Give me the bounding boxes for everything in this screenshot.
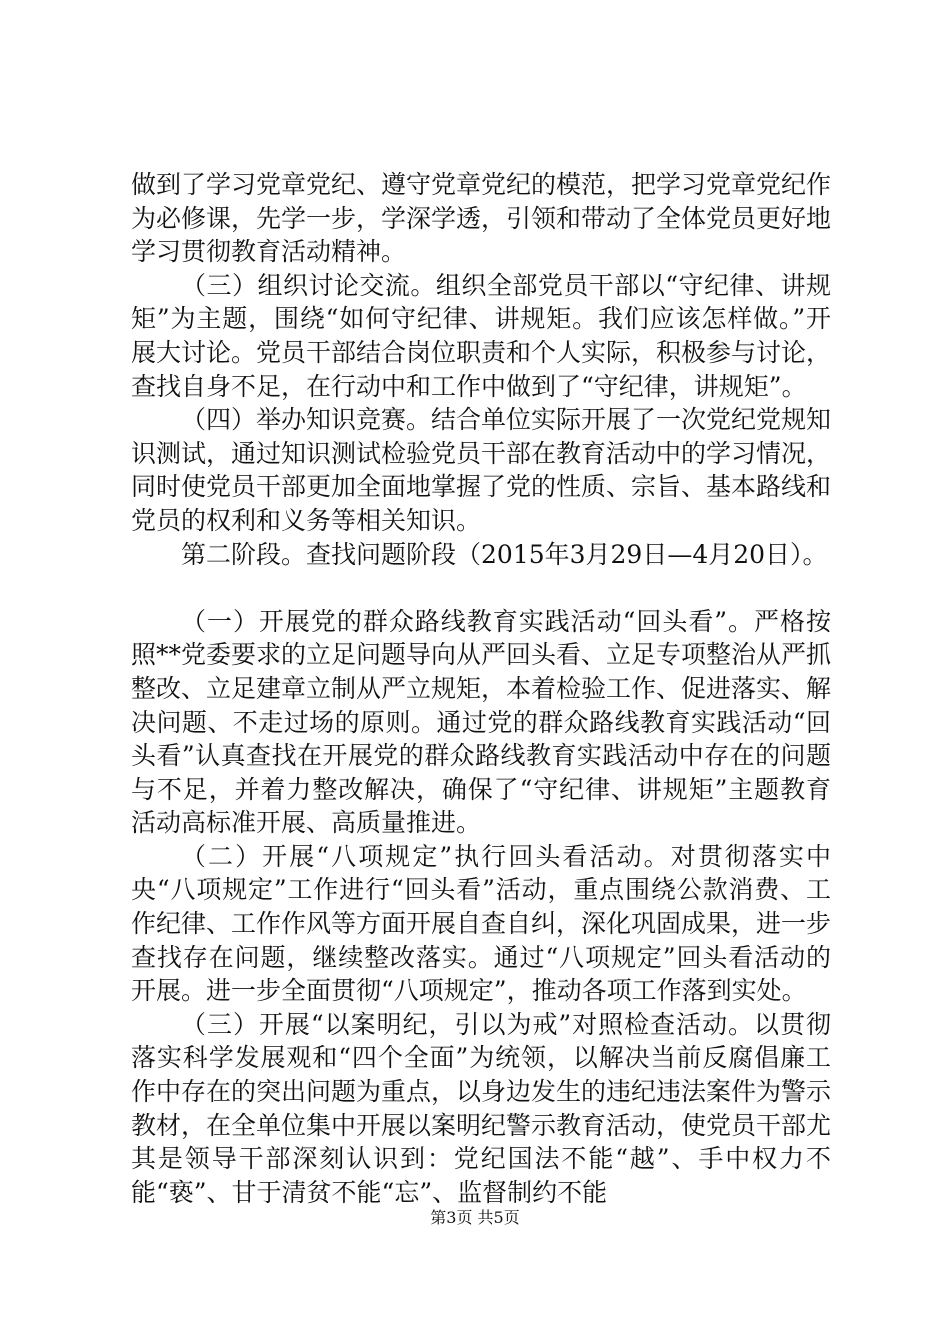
paragraph-case-warning: （三）开展“以案明纪，引以为戒”对照检查活动。以贯彻落实科学发展观和“四个全面”为统领，以解决当前反腐倡廉工作中存在的突出问题为重点，以身边发生的违纪违法案件为警示教材，在全单位集中开展以案明纪警示教育活动，使党员干部尤其是领导干部深刻认识到：党纪国法不能“越”、手中权力不能“亵”、甘于清贫不能“忘”、监督制约不能 <box>131 1009 832 1207</box>
paragraph-stage-two-heading: 第二阶段。查找问题阶段（2015年3月29日—4月20日）。 <box>181 539 828 569</box>
page-number-footer: 第3页 共5页 <box>430 1208 520 1227</box>
paragraph-look-back: （一）开展党的群众路线教育实践活动“回头看”。严格按照**党委要求的立足问题导向从严回头看、立足专项整治从严抓整改、立足建章立制从严立规矩，本着检验工作、促进落实、解决问题、不走过场的原则。通过党的群众路线教育实践活动“回头看”认真查找在开展党的群众路线教育实践活动中存在的问题与不足，并着力整改解决，确保了“守纪律、讲规矩”主题教育活动高标准开展、高质量推进。 <box>131 606 832 838</box>
paragraph-knowledge-contest: （四）举办知识竞赛。结合单位实际开展了一次党纪党规知识测试，通过知识测试检验党员干部在教育活动中的学习情况，同时使党员干部更加全面地掌握了党的性质、宗旨、基本路线和党员的权利和义务等相关知识。 <box>131 405 832 535</box>
document-body <box>131 168 831 1209</box>
paragraph-continuation: 做到了学习党章党纪、遵守党章党纪的模范，把学习党章党纪作为必修课，先学一步，学深学透，引领和带动了全体党员更好地学习贯彻教育活动精神。 <box>131 170 832 267</box>
paragraph-eight-rules: （二）开展“八项规定”执行回头看活动。对贯彻落实中央“八项规定”工作进行“回头看”活动，重点围绕公款消费、工作纪律、工作作风等方面开展自查自纠，深化巩固成果，进一步查找存在问题，继续整改落实。通过“八项规定”回头看活动的开展。进一步全面贯彻“八项规定”，推动各项工作落到实处。 <box>131 841 832 1006</box>
paragraph-discussion: （三）组织讨论交流。组织全部党员干部以“守纪律、讲规矩”为主题，围绕“如何守纪律、讲规矩。我们应该怎样做。”开展大讨论。党员干部结合岗位职责和个人实际，积极参与讨论，查找自身不足，在行动中和工作中做到了“守纪律，讲规矩”。 <box>131 270 832 401</box>
